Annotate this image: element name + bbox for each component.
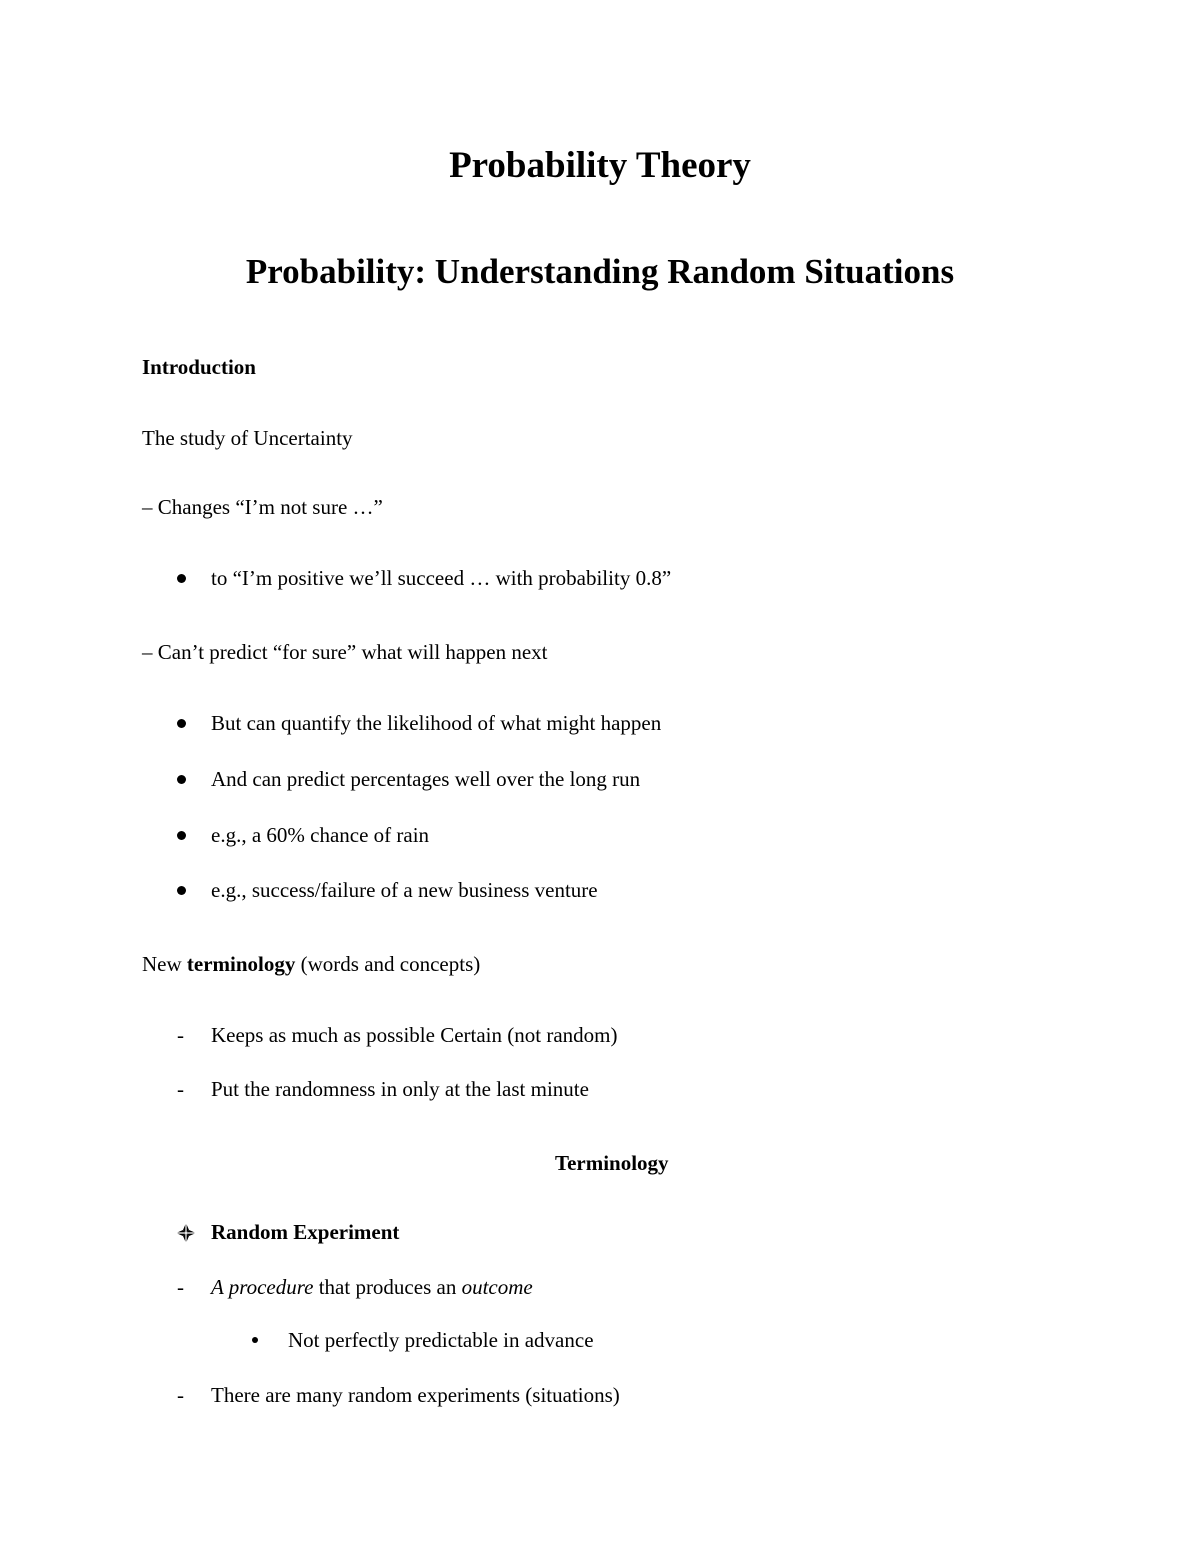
bullet-dot	[177, 574, 186, 583]
sub-bullet-item: Not perfectly predictable in advance	[288, 1328, 594, 1352]
new-terminology-line	[142, 954, 480, 975]
study-line: The study of Uncertainty	[142, 426, 353, 450]
list-item: And can predict percentages well over the long run	[211, 767, 641, 791]
document-subtitle: Probability: Understanding Random Situations	[245, 252, 955, 291]
dash-item: Keeps as much as possible Certain (not random)	[211, 1023, 618, 1047]
many-experiments-item: There are many random experiments (situations)	[211, 1383, 620, 1407]
sub-bullet-dot	[252, 1337, 258, 1343]
dash-marker: -	[177, 1275, 184, 1299]
new-terminology-suffix: (words and concepts)	[295, 952, 481, 976]
terminology-heading: Terminology	[555, 1151, 669, 1175]
bullet-dot	[177, 719, 186, 728]
new-terminology-bold: terminology	[186, 952, 296, 976]
procedure-line	[211, 1277, 533, 1298]
list-item: e.g., a 60% chance of rain	[211, 823, 430, 847]
dash-marker: -	[177, 1077, 184, 1101]
bullet-dot	[177, 775, 186, 784]
cant-predict-line: – Can’t predict “for sure” what will happen next	[142, 640, 548, 664]
dash-marker: -	[177, 1023, 184, 1047]
outcome-italic: outcome	[461, 1275, 533, 1299]
bullet-dot	[177, 831, 186, 840]
diamond-bullet-icon	[175, 1222, 197, 1244]
random-experiment-heading: Random Experiment	[211, 1220, 400, 1244]
intro-heading: Introduction	[142, 355, 256, 379]
dash-marker: -	[177, 1383, 184, 1407]
bullet-dot	[177, 886, 186, 895]
new-terminology-prefix: New	[142, 952, 187, 976]
procedure-italic: A procedure	[211, 1275, 314, 1299]
document-title: Probability Theory	[449, 145, 751, 186]
list-item: But can quantify the likelihood of what might happen	[211, 711, 662, 735]
procedure-mid: that produces an	[313, 1275, 462, 1299]
changes-line: – Changes “I’m not sure …”	[142, 495, 383, 519]
list-item: e.g., success/failure of a new business venture	[211, 878, 598, 902]
list-item-positive: to “I’m positive we’ll succeed … with probability 0.8”	[211, 566, 672, 590]
dash-item: Put the randomness in only at the last minute	[211, 1077, 589, 1101]
